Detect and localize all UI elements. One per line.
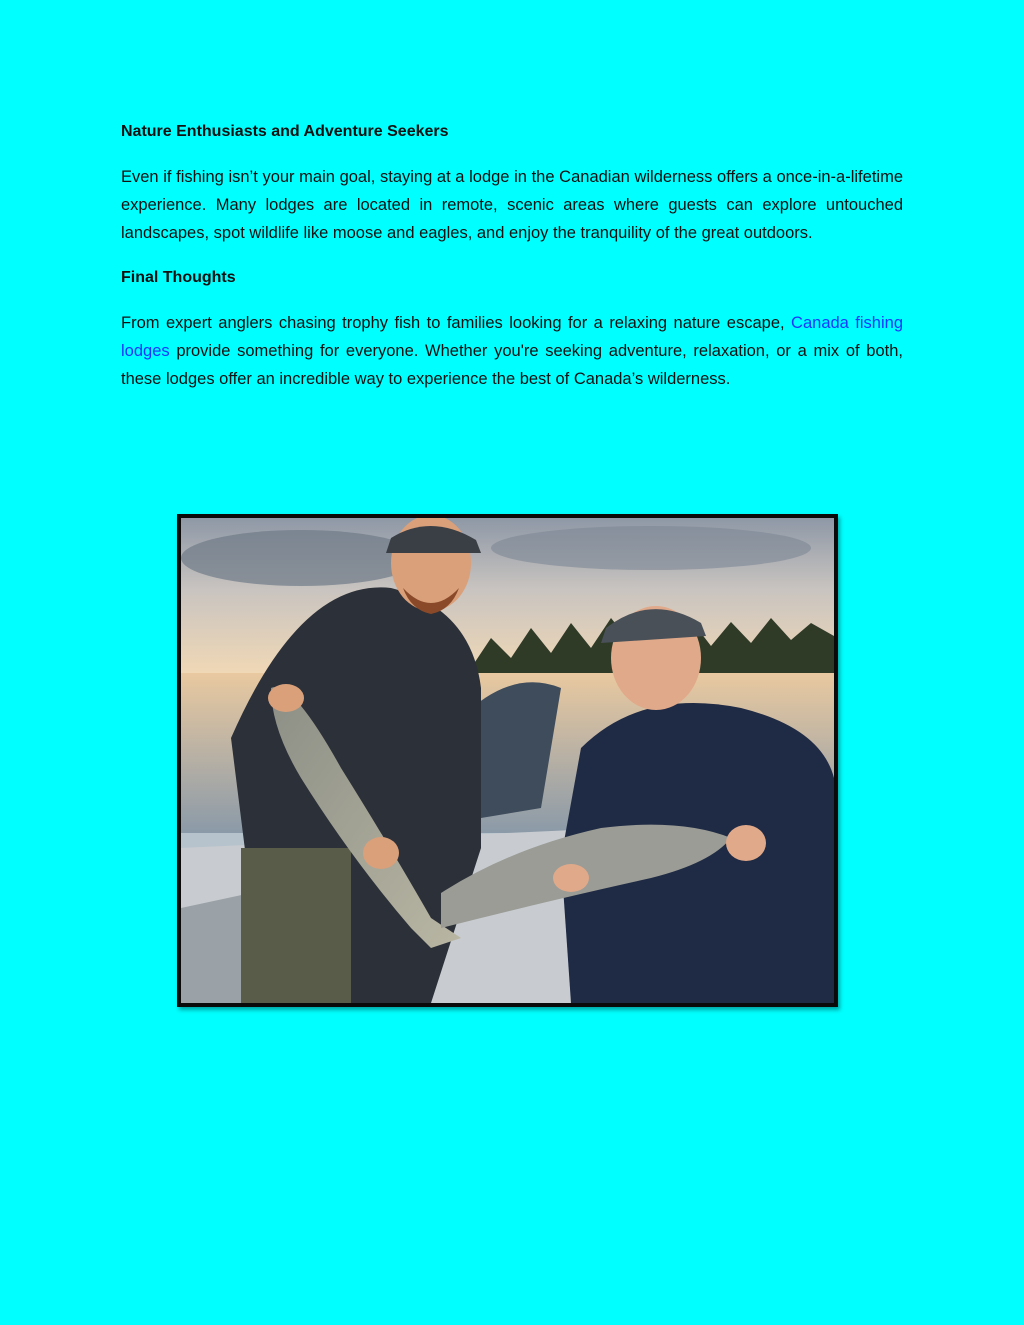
canada-fishing-lodges-link[interactable]: Canada fishing lodges [121,314,903,360]
paragraph-text-before-link: From expert anglers chasing trophy fish to families looking for a relaxing nature escape, [121,314,792,332]
fishing-photo-illustration [181,518,834,1003]
section-heading-nature: Nature Enthusiasts and Adventure Seekers [121,123,449,140]
fishing-photo [177,514,838,1007]
article-content [121,118,903,393]
paragraph-text-after-link: provide something for everyone. Whether you're seeking adventure, relaxation, or a mix of both, these lodges offer an incredible way to experience the best of Canada’s wilderness. [121,342,903,388]
section-paragraph-final-thoughts [121,309,903,393]
section-paragraph-nature: Even if fishing isn’t your main goal, staying at a lodge in the Canadian wilderness offers a once-in-a-lifetime experience. Many lodges are located in remote, scenic areas where guests can explore untouched landscapes, spot wildlife like moose and eagles, and enjoy the tranquility of the great outdoors. [121,168,903,242]
section-heading-final-thoughts: Final Thoughts [121,269,236,286]
